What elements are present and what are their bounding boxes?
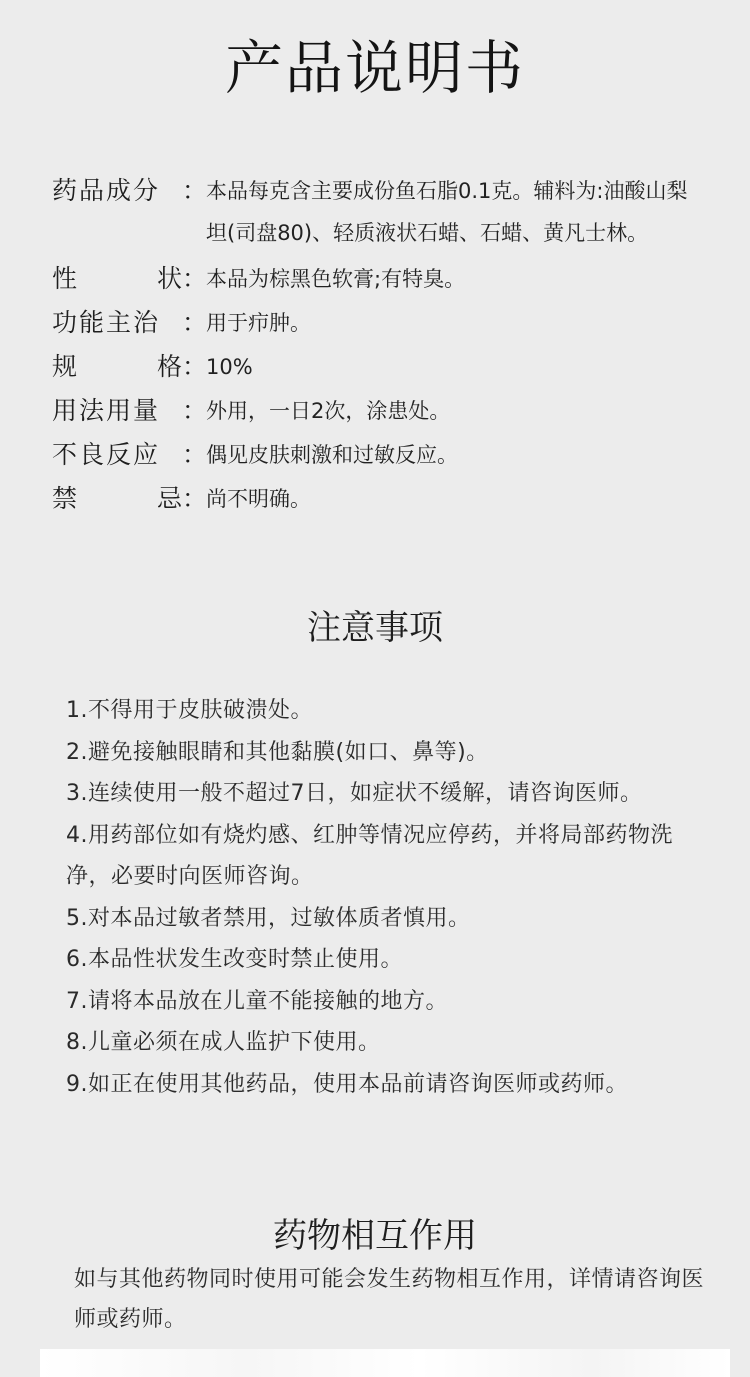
- info-row: [52, 390, 702, 432]
- info-label-colon: ：: [182, 396, 208, 425]
- drug-info-section: [52, 170, 702, 520]
- precaution-item: 7.请将本品放在儿童不能接触的地方。: [66, 988, 448, 1014]
- precautions-list: [66, 690, 706, 1105]
- precaution-item: 1.不得用于皮肤破溃处。: [66, 698, 313, 723]
- info-label: [52, 258, 206, 300]
- info-value: 尚不明确。: [206, 487, 311, 511]
- info-value: 10%: [206, 355, 253, 379]
- info-row: [52, 302, 702, 344]
- info-label: [52, 170, 206, 212]
- info-label-colon: ：: [182, 264, 208, 293]
- page-title: 产品说明书: [224, 34, 525, 102]
- info-label: [52, 302, 206, 344]
- info-label-text: 功能主治: [52, 308, 161, 337]
- info-label-colon: ：: [182, 308, 208, 337]
- info-label-text: 不良反应: [52, 440, 161, 469]
- info-label-text: 规 格: [52, 352, 182, 381]
- info-value: 本品为棕黑色软膏;有特臭。: [206, 267, 466, 291]
- info-label-text: 用法用量: [52, 396, 161, 425]
- info-value: 偶见皮肤刺激和过敏反应。: [206, 443, 458, 467]
- precaution-item: 9.如正在使用其他药品，使用本品前请咨询医师或药师。: [66, 1071, 628, 1097]
- precaution-item: 8.儿童必须在成人监护下使用。: [66, 1030, 381, 1055]
- info-label-colon: ：: [182, 352, 208, 381]
- info-label: [52, 434, 206, 476]
- info-label-colon: ：: [182, 440, 208, 469]
- interaction-text: 如与其他药物同时使用可能会发生药物相互作用，详情请咨询医师或药师。: [74, 1267, 705, 1332]
- info-label: [52, 346, 206, 388]
- interaction-title: 药物相互作用: [273, 1216, 477, 1256]
- info-row: [52, 478, 702, 520]
- info-label-text: 性 状: [52, 264, 182, 293]
- precaution-item: 4.用药部位如有烧灼感、红肿等情况应停药，并将局部药物洗净，必要时向医师咨询。: [66, 822, 673, 889]
- info-label-text: 禁 忌: [52, 484, 182, 513]
- precaution-item: 5.对本品过敏者禁用，过敏体质者慎用。: [66, 905, 471, 931]
- info-row: [52, 434, 702, 476]
- bottom-image-strip: [40, 1349, 730, 1377]
- precaution-item: 3.连续使用一般不超过7日，如症状不缓解，请咨询医师。: [66, 781, 643, 806]
- precautions-title: 注意事项: [307, 608, 443, 648]
- precaution-item: 2.避免接触眼睛和其他黏膜(如口、鼻等)。: [66, 739, 489, 765]
- precaution-item: 6.本品性状发生改变时禁止使用。: [66, 947, 403, 972]
- info-label-text: 药品成分: [52, 176, 161, 205]
- info-row: [52, 170, 702, 254]
- info-label: [52, 478, 206, 520]
- info-row: [52, 346, 702, 388]
- info-label-colon: ：: [182, 176, 208, 205]
- info-value: 外用，一日2次，涂患处。: [206, 399, 451, 423]
- info-label-colon: ：: [182, 484, 208, 513]
- info-value: 用于疖肿。: [206, 311, 311, 335]
- info-label: [52, 390, 206, 432]
- info-value: 本品每克含主要成份鱼石脂0.1克。辅料为:油酸山梨坦(司盘80)、轻质液状石蜡、石蜡、黄凡士林。: [206, 179, 688, 245]
- info-row: [52, 258, 702, 300]
